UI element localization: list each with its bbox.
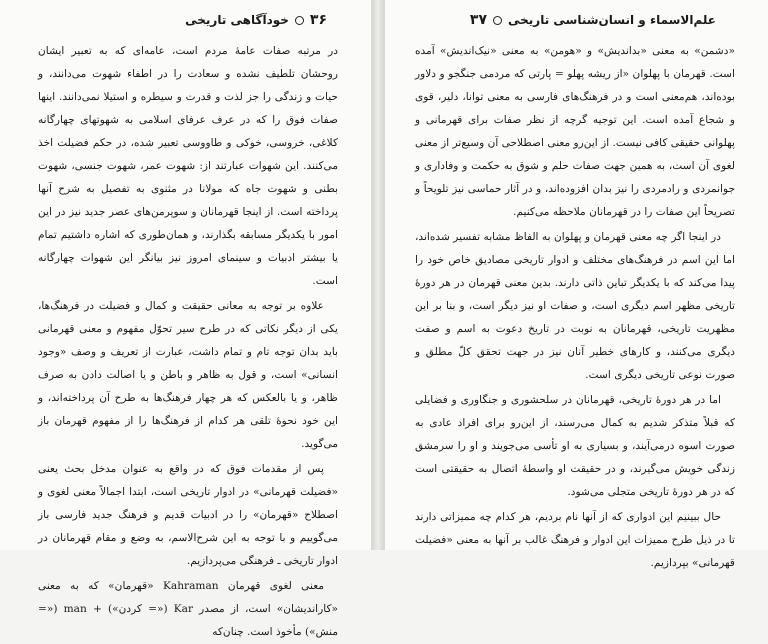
paragraph: معنی لغوی قهرمان Kahraman «قهرمان» که به معنی «کاراندیشان» است، از مصدر Kar («= کردن») + man («= منش») مأخوذ است. چنان‌که [38,580,338,638]
right-page [384,0,768,569]
paragraph: علاوه بر توجه به معانی حقیقت و کمال و فضیلت در فرهنگ‌ها، یکی از دیگر نکاتی که در طرح سیر تحوّل مفهوم و معنی قهرمانی باید بدان توجه تام و تمام داشت، عبارت از تعریف و وصف «وجود انسانی» است، و قول به ظاهر و باطن و یا اصالت دادن به صرف ظاهر، و یا بالعکس که هر چهار فرهنگ‌ها به طرح آن پرداخته‌اند، و این خود نحوهٔ تلقی هر کدام از فرهنگ‌ها را از مفهوم قهرمان باز می‌گوید. [38,300,338,450]
book-gutter [372,0,384,550]
right-page-body [415,40,735,575]
left-page [0,0,372,638]
right-page-number: ۳۷ [469,12,488,28]
left-page-number: ۳۶ [309,12,327,28]
paragraph: «دشمن» به معنی «بداندیش» و «هومن» به معنی «نیک‌اندیش» آمده است. قهرمان با پهلوان «از ریشه پهلو = پارتی که مردمی جنگجو و دلاور بوده‌اند، هم‌معنی است و در فرهنگ‌های فارسی به معنی توانا، دلیر، قوی و شجاع آمده است. این توجیه گرچه از نظر صفات برای قهرمانی و پهلوانی حقیقی کافی نیست. از این‌رو معنی اصطلاحی آن وسیع‌تر از معنی لغوی آن است، به همین جهت صفات حلم و شوق به حکمت و وفاداری و جوانمردی و رادمردی را نیز بدان افزوده‌اند، و در آثار حماسی نیز تلویحاً و تصریحاً این صفات را در قهرمانان ملاحظه می‌کنیم. [414,45,735,218]
paragraph: در مرتبه صفات عامهٔ مردم است، عامه‌ای که به تعبیر ایشان روحشان تلطیف نشده و سعادت را در اطفاء شهوت می‌دانند، و حیات و زندگی را جز لذت و قدرت و سیطره و استیلا نمی‌دانند. اینها صفات فوق را که در عرف عرفای اسلامی به شهوتهای چهارگانه کلاغی، خروسی، خوکی و طاووسی تعبیر شده، در حکم فضیلت اخذ می‌کنند. این شهوات عبارتند از: شهوت عمر، شهوت جنسی، شهوت بطنی و شهوت جاه که مولانا در مثنوی به تفصیل به شرح آنها پرداخته است. از اینجا قهرمانان و سوپرمن‌های عصر جدید نیز در این امور با یکدیگر مسابقه بگذارند، و همان‌طوری که اشاره داشتیم تمام یا بیشتر ادبیات و سینمای امروز نیز بیانگر این شهوات چهارگانه است. [38,45,338,287]
page-ornament-icon [295,16,304,25]
left-running-title: خودآگاهی تاریخی [185,13,289,27]
left-page-header [185,12,327,28]
paragraph: حال ببینیم این ادواری که از آنها نام بردیم، هر کدام چه ممیزاتی دارند تا در ذیل طرح ممیزات این ادوار و فرهنگ غالب بر آنها به معنی «فضیلت قهرمانی» بپردازیم. [415,511,735,569]
left-page-body [38,40,338,644]
paragraph: اما در هر دورهٔ تاریخی، قهرمانان در سلحشوری و جنگاوری و فضایلی که قبلاً متذکر شدیم به کمال می‌رسند، از این‌رو برای افراد عادی به صورت اسوه درمی‌آیند، و بسیاری به او تأسی می‌جویند و او را سرمشق زندگی خویش می‌گیرند، و در حقیقت او واسطهٔ اتصال به حقیقتی است که در هر دورهٔ تاریخی متجلی می‌شود. [415,394,735,498]
right-running-title: علم‌الاسماء و انسان‌شناسی تاریخی [508,13,716,27]
paragraph: پس از مقدمات فوق که در واقع به عنوان مدخل بحث یعنی «فضیلت قهرمانی» در ادوار تاریخی است، ابتدا اجمالاً معنی لغوی و اصطلاح «قهرمان» را در ادبیات قدیم و فرهنگ جدید فارسی باز می‌گوییم و با توجه به این شرح‌الاسم، به وضع و مقام قهرمانان در ادوار تاریخی ـ فرهنگی می‌پردازیم. [38,463,338,567]
right-page-header [470,12,716,28]
paragraph: در اینجا اگر چه معنی قهرمان و پهلوان به الفاظ مشابه تفسیر شده‌اند، اما این اسم در فرهنگ‌های مختلف و ادوار تاریخی مصادیق خاص خود را پیدا می‌کند که با یکدیگر تباین ذاتی دارند. بدین معنی قهرمان در هر دورهٔ تاریخی مظهر اسم دیگری است، و صفات او نیز دیگر است، و بنا بر این مظهریت تاریخی، قهرمانان به نوبت در تاریخ دعوت به اسم و صفت دیگری می‌کنند، و کارهای خطیر آنان نیز در جهت تحقق کلّ مطلق و صورت نوعی تاریخی دیگری است. [415,231,735,381]
page-ornament-icon [493,16,502,25]
